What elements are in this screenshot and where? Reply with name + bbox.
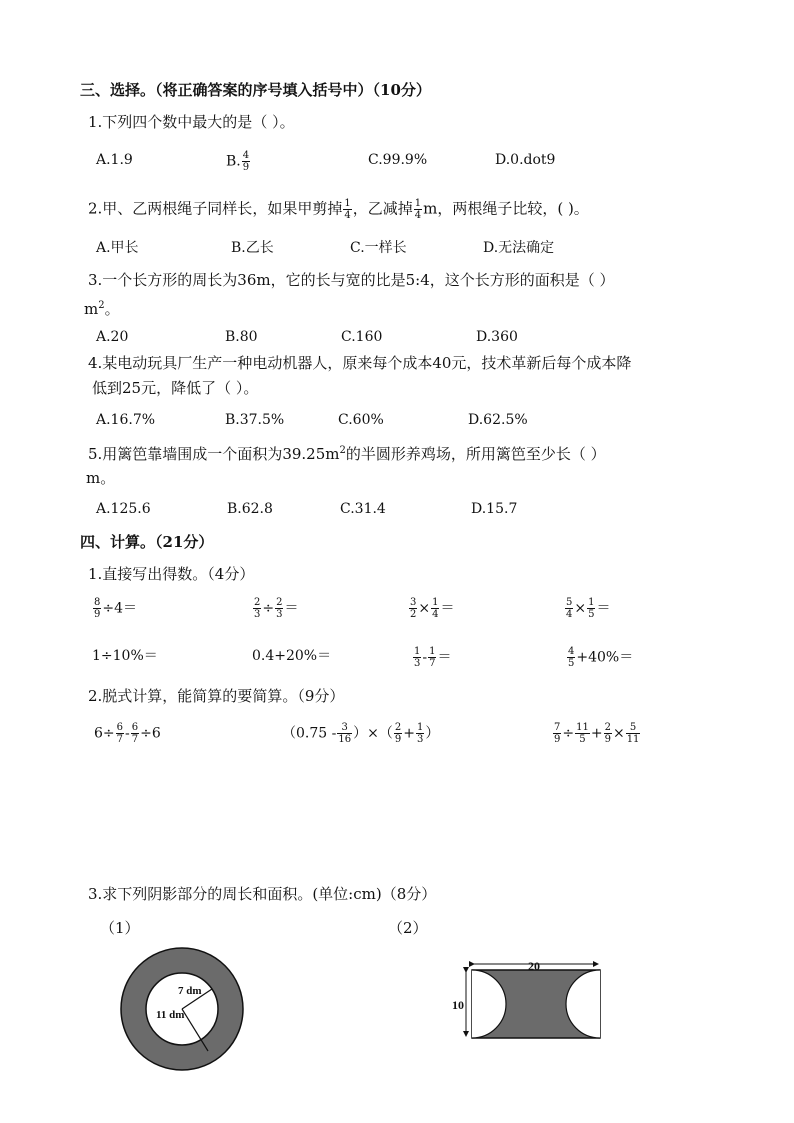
height-label: 10 — [452, 998, 464, 1012]
figure-1-label: （1） — [100, 919, 140, 937]
oral-expr-5: 1÷10%＝ — [92, 648, 158, 664]
oral-expr-4: $\frac{5}{4}$ × $\frac{1}{5}$ ＝ — [566, 597, 611, 620]
q4-option-d: D.62.5% — [468, 412, 528, 428]
q5-line2: m。 — [86, 469, 116, 487]
oral-expr-3: $\frac{3}{2}$ × $\frac{1}{4}$ ＝ — [410, 597, 455, 620]
inner-radius-label: 7 dm — [178, 985, 202, 997]
q2-option-b: B.乙长 — [231, 240, 274, 256]
q1-option-c: C.99.9% — [368, 152, 428, 168]
q3-option-a: A.20 — [96, 329, 129, 345]
q4-option-b: B.37.5% — [225, 412, 285, 428]
q4-option-c: C.60% — [338, 412, 384, 428]
oral-expr-7: $\frac{1}{3}$ - $\frac{1}{7}$ ＝ — [414, 646, 452, 669]
ring-figure — [120, 940, 260, 1080]
fraction: $\frac{1}{4}$ — [414, 198, 422, 221]
part2-title: 2.脱式计算，能简算的要简算。（9分） — [88, 687, 345, 705]
q1-text: 1.下列四个数中最大的是（ ）。 — [88, 113, 295, 131]
q2-text: 2.甲、乙两根绳子同样长，如果甲剪掉 $\frac{1}{4}$ ，乙减掉 $\frac{1}{4}$ m，两根绳子比较，( )。 — [88, 198, 589, 221]
q3-option-d: D.360 — [476, 329, 518, 345]
q2-option-c: C.一样长 — [350, 240, 407, 256]
q5-option-a: A.125.6 — [96, 501, 151, 517]
q1-option-b-prefix: B. — [226, 153, 241, 170]
q1-option-d: D.0.dot9 — [495, 152, 556, 168]
q5-option-d: D.15.7 — [471, 501, 518, 517]
q4-line1: 4.某电动玩具厂生产一种电动机器人，原来每个成本40元，技术革新后每个成本降 — [88, 354, 632, 372]
q5-option-b: B.62.8 — [227, 501, 273, 517]
q3-line2: $m^2$。 — [84, 300, 120, 318]
oral-expr-2: $\frac{2}{3}$ ÷ $\frac{2}{3}$ ＝ — [254, 597, 299, 620]
q2-option-a: A.甲长 — [96, 240, 139, 256]
q3-option-c: C.160 — [341, 329, 383, 345]
fraction: $\frac{1}{4}$ — [344, 198, 351, 221]
oral-expr-6: 0.4+20%＝ — [252, 648, 332, 664]
oral-expr-8: $\frac{4}{5}$ +40%＝ — [568, 646, 634, 669]
q2-option-d: D.无法确定 — [483, 240, 555, 256]
q1-option-a: A.1.9 — [96, 152, 133, 168]
width-label: 20 — [528, 959, 540, 973]
q5-line1: 5.用篱笆靠墙围成一个面积为$39.25m^2$的半圆形养鸡场，所用篱笆至少长（ ） — [88, 445, 606, 463]
q4-line2: 低到25元，降低了（ ）。 — [92, 379, 259, 397]
calc-expr-2: （0.75 - $\frac{3}{16}$ ）×（ $\frac{2}{9}$ + $\frac{1}{3}$ ） — [282, 722, 440, 745]
calc-expr-3: $\frac{7}{9}$ ÷ $\frac{11}{5}$ + $\frac{2}{9}$ × $\frac{5}{11}$ — [554, 722, 640, 745]
part1-title: 1.直接写出得数。（4分） — [88, 565, 255, 583]
figure-2-label: （2） — [388, 919, 428, 937]
calc-expr-1: 6÷ $\frac{6}{7}$ - $\frac{6}{7}$ ÷6 — [94, 722, 161, 745]
outer-radius-label: 11 dm — [156, 1009, 185, 1021]
q4-option-a: A.16.7% — [96, 412, 156, 428]
q5-option-c: C.31.4 — [340, 501, 386, 517]
q3-line1: 3.一个长方形的周长为36m，它的长与宽的比是5:4，这个长方形的面积是（ ） — [88, 271, 615, 289]
section-3-title: 三、选择。（将正确答案的序号填入括号中）（10分） — [80, 81, 431, 99]
q3-option-b: B.80 — [225, 329, 258, 345]
part3-title: 3.求下列阴影部分的周长和面积。(单位:cm)（8分） — [88, 885, 437, 903]
oral-expr-1: $\frac{8}{9}$ ÷4＝ — [94, 597, 138, 620]
fraction: $\frac{4}{9}$ — [242, 150, 250, 173]
q1-option-b — [226, 150, 251, 173]
section-4-title: 四、计算。（21分） — [80, 533, 214, 551]
rect-figure — [450, 952, 610, 1042]
